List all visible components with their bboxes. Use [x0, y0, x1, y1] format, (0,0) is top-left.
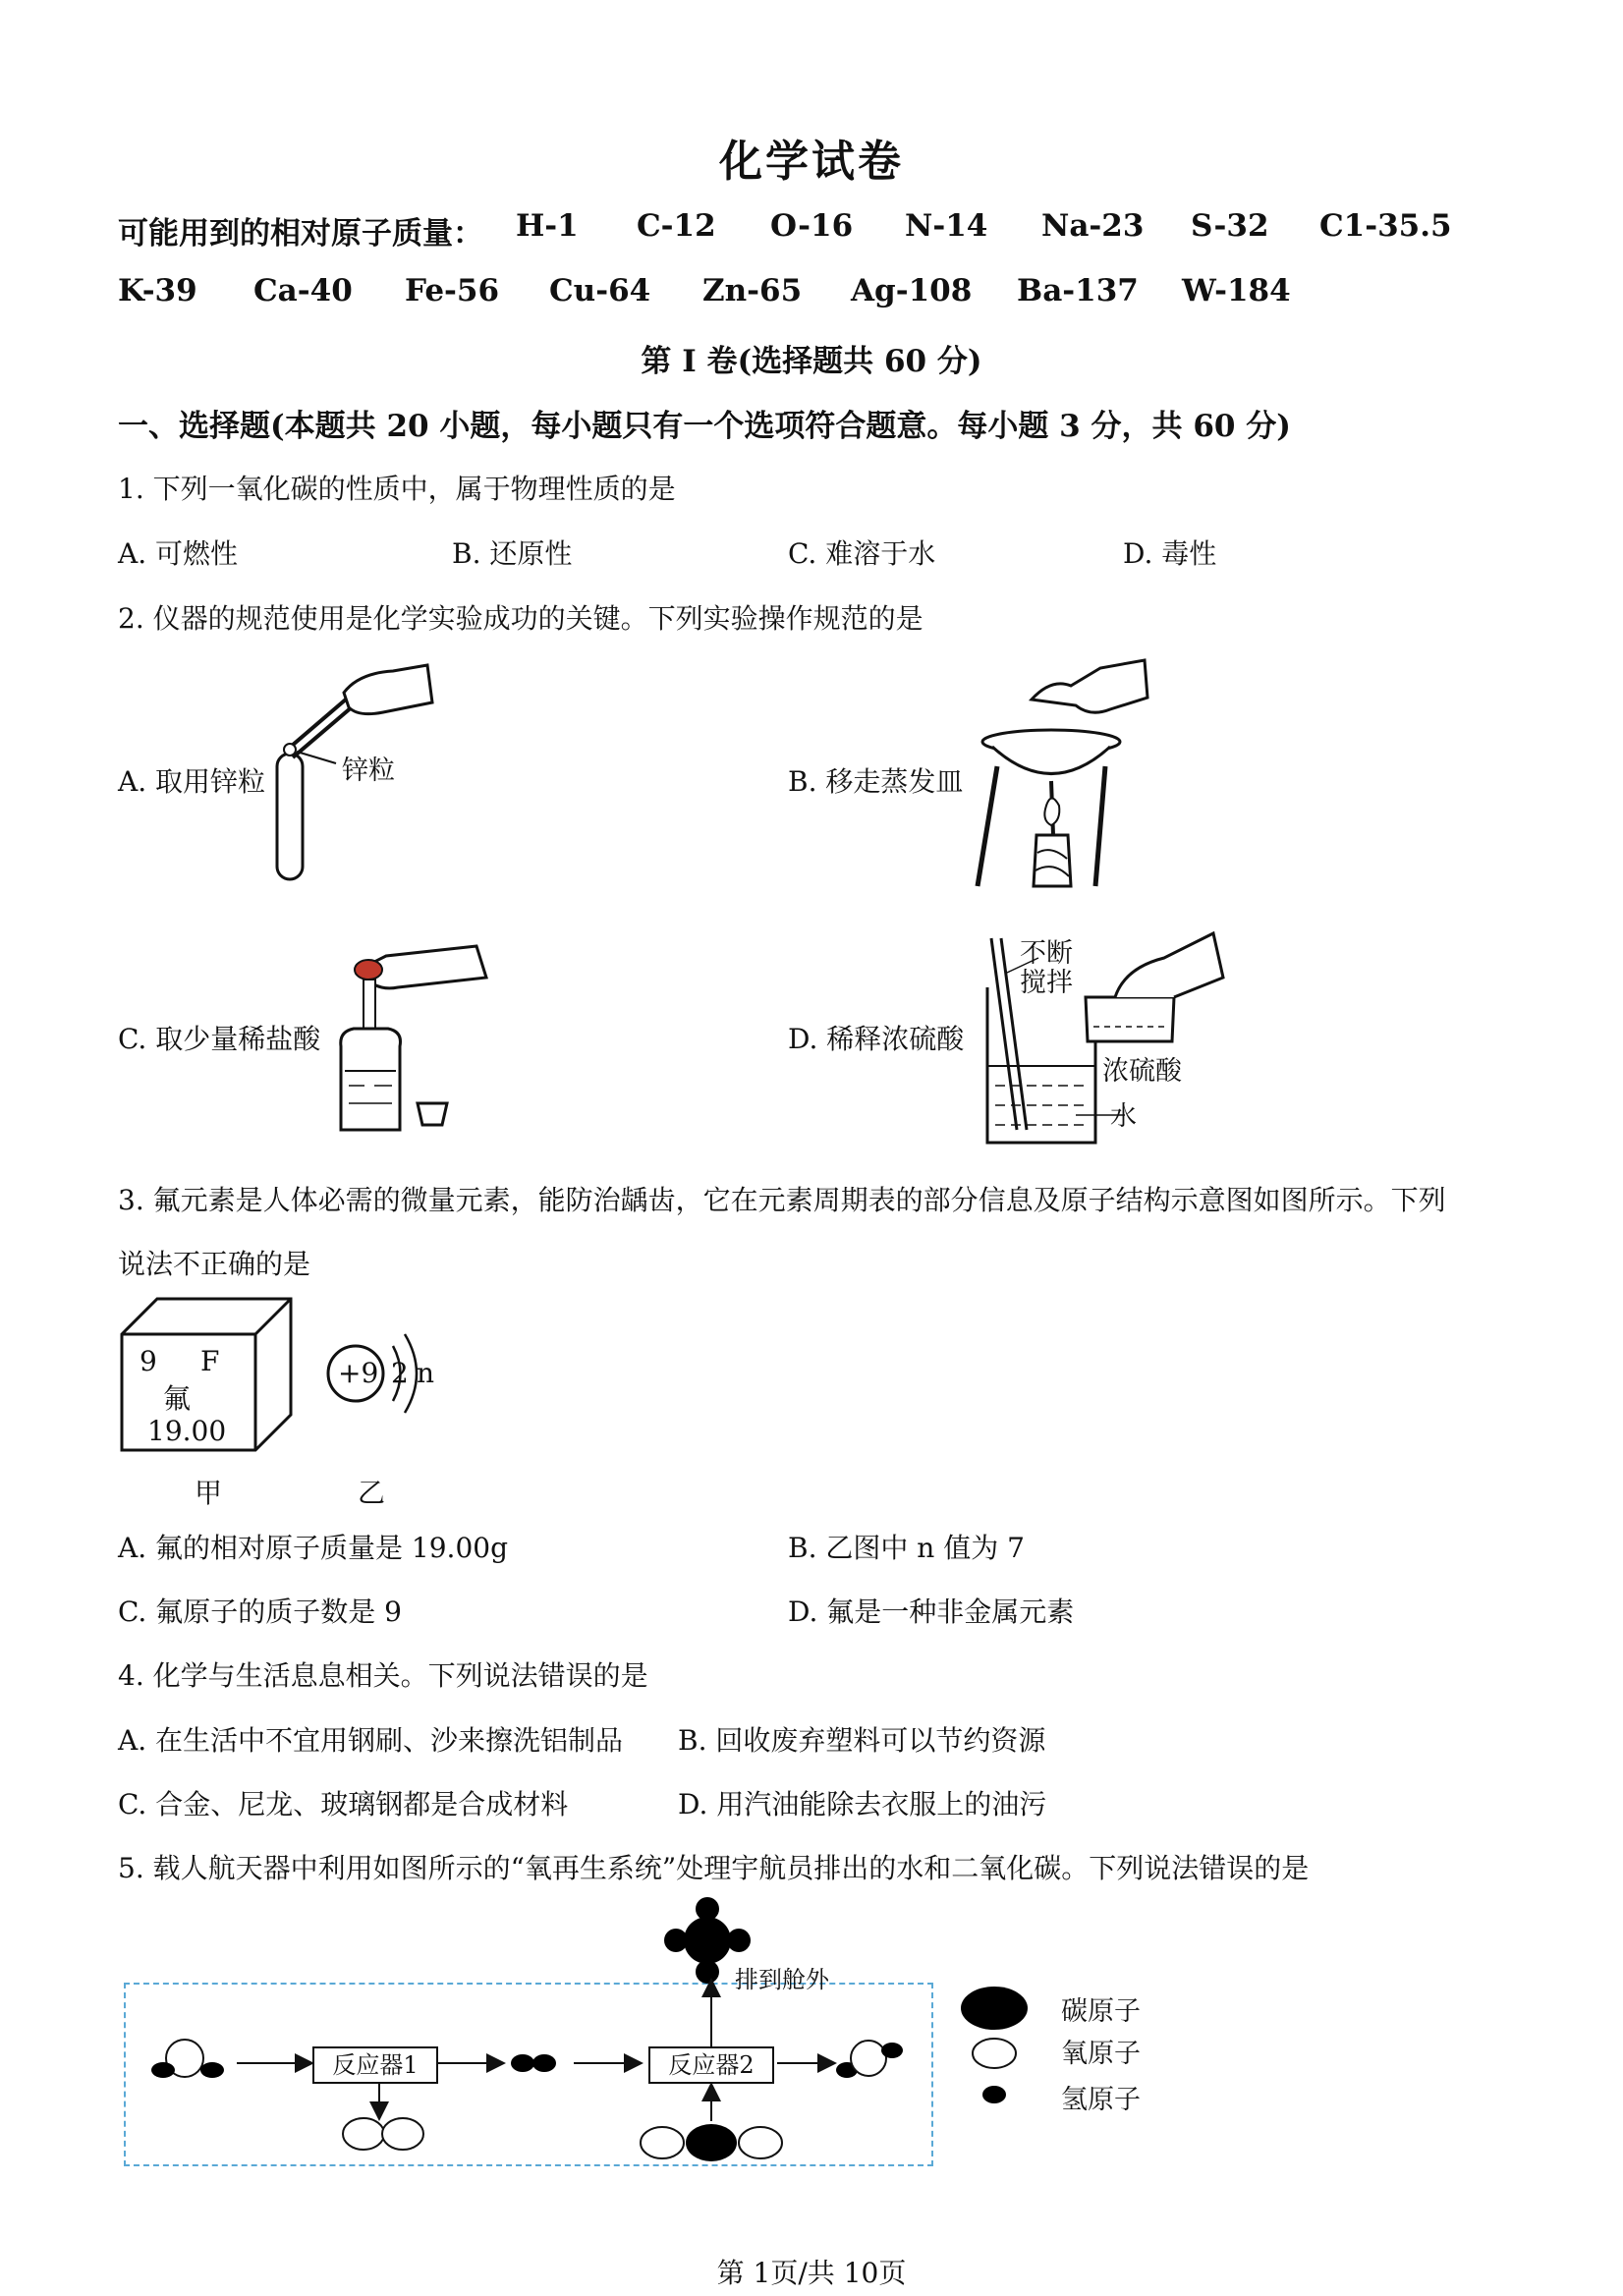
- atomic-mass-intro: 可能用到的相对原子质量：: [118, 216, 483, 252]
- mass-cu: Cu-64: [549, 273, 651, 308]
- q3-stem-line1: 3. 氟元素是人体必需的微量元素，能防治龋齿，它在元素周期表的部分信息及原子结构示意图如图所示。下列: [118, 1184, 1446, 1216]
- q2-option-b: B. 移走蒸发皿: [788, 765, 964, 798]
- stir-label-1: 不断: [1020, 938, 1073, 969]
- nucleus-charge: +9: [338, 1357, 379, 1389]
- legend-hydrogen: 氢原子: [1061, 2085, 1141, 2115]
- diagram-molecules: [124, 1911, 949, 2156]
- q3-option-b: B. 乙图中 n 值为 7: [788, 1532, 1025, 1564]
- figure-label-jia: 甲: [195, 1477, 223, 1509]
- reactor-2: 反应器2: [648, 2046, 774, 2084]
- mass-cl: C1-35.5: [1319, 208, 1452, 244]
- q1-option-d: D. 毒性: [1123, 537, 1217, 570]
- mass-ba: Ba-137: [1017, 273, 1139, 308]
- mass-c: C-12: [637, 208, 716, 244]
- mass-ca: Ca-40: [253, 273, 353, 308]
- reactor-1: 反应器1: [312, 2046, 438, 2084]
- mass-h: H-1: [516, 208, 579, 244]
- element-name: 氟: [163, 1382, 192, 1415]
- mass-s: S-32: [1191, 208, 1269, 244]
- shell2-electrons: n: [417, 1357, 435, 1389]
- part-title: 第 I 卷(选择题共 60 分): [641, 344, 982, 379]
- mass-k: K-39: [118, 273, 197, 308]
- shell1-electrons: 2: [391, 1357, 409, 1389]
- mass-ag: Ag-108: [851, 273, 973, 308]
- mass-n: N-14: [905, 208, 988, 244]
- evaporating-dish-figure: [973, 658, 1159, 894]
- element-number: 9: [140, 1345, 157, 1377]
- section-title: 一、选择题(本题共 20 小题，每小题只有一个选项符合题意。每小题 3 分，共 60 分): [118, 409, 1291, 444]
- q2-option-a: A. 取用锌粒: [118, 765, 266, 798]
- q4-stem: 4. 化学与生活息息相关。下列说法错误的是: [118, 1659, 648, 1692]
- zinc-label: 锌粒: [342, 756, 395, 786]
- q5-stem: 5. 载人航天器中利用如图所示的“氧再生系统”处理宇航员排出的水和二氧化碳。下列说法错误的是: [118, 1852, 1310, 1884]
- q1-option-b: B. 还原性: [452, 537, 573, 570]
- q2-stem: 2. 仪器的规范使用是化学实验成功的关键。下列实验操作规范的是: [118, 602, 923, 635]
- legend-carbon: 碳原子: [1061, 1996, 1141, 2027]
- q3-option-a: A. 氟的相对原子质量是 19.00g: [118, 1532, 509, 1564]
- q3-option-d: D. 氟是一种非金属元素: [788, 1596, 1075, 1628]
- element-symbol: F: [200, 1345, 220, 1377]
- q4-option-a: A. 在生活中不宜用钢刷、沙来擦洗铝制品: [118, 1724, 624, 1757]
- stir-label-2: 搅拌: [1020, 968, 1073, 998]
- q1-option-a: A. 可燃性: [118, 537, 239, 570]
- q1-option-c: C. 难溶于水: [788, 537, 936, 570]
- mass-o: O-16: [770, 208, 854, 244]
- q4-option-b: B. 回收废弃塑料可以节约资源: [678, 1724, 1046, 1757]
- q4-option-c: C. 合金、尼龙、玻璃钢都是合成材料: [118, 1788, 569, 1820]
- mass-fe: Fe-56: [405, 273, 500, 308]
- acid-label: 浓硫酸: [1102, 1056, 1182, 1087]
- mass-zn: Zn-65: [702, 273, 803, 308]
- q3-stem-line2: 说法不正确的是: [118, 1248, 311, 1280]
- page-footer: 第 1页/共 10页: [716, 2257, 907, 2289]
- q2-option-c: C. 取少量稀盐酸: [118, 1023, 321, 1055]
- page-title: 化学试卷: [719, 137, 904, 187]
- dropper-bottle-figure: [329, 938, 506, 1135]
- mass-na: Na-23: [1041, 208, 1145, 244]
- q1-stem: 1. 下列一氧化碳的性质中，属于物理性质的是: [118, 473, 676, 505]
- element-mass: 19.00: [147, 1415, 227, 1447]
- figure-label-yi: 乙: [358, 1477, 386, 1509]
- atom-legend: [958, 1985, 1046, 2112]
- q2-option-d: D. 稀释浓硫酸: [788, 1023, 965, 1055]
- mass-w: W-184: [1182, 273, 1291, 308]
- q3-option-c: C. 氟原子的质子数是 9: [118, 1596, 402, 1628]
- q4-option-d: D. 用汽油能除去衣服上的油污: [678, 1788, 1047, 1820]
- legend-oxygen: 氧原子: [1061, 2039, 1141, 2069]
- water-label: 水: [1110, 1101, 1137, 1132]
- vent-label: 排到舱外: [735, 1966, 829, 1993]
